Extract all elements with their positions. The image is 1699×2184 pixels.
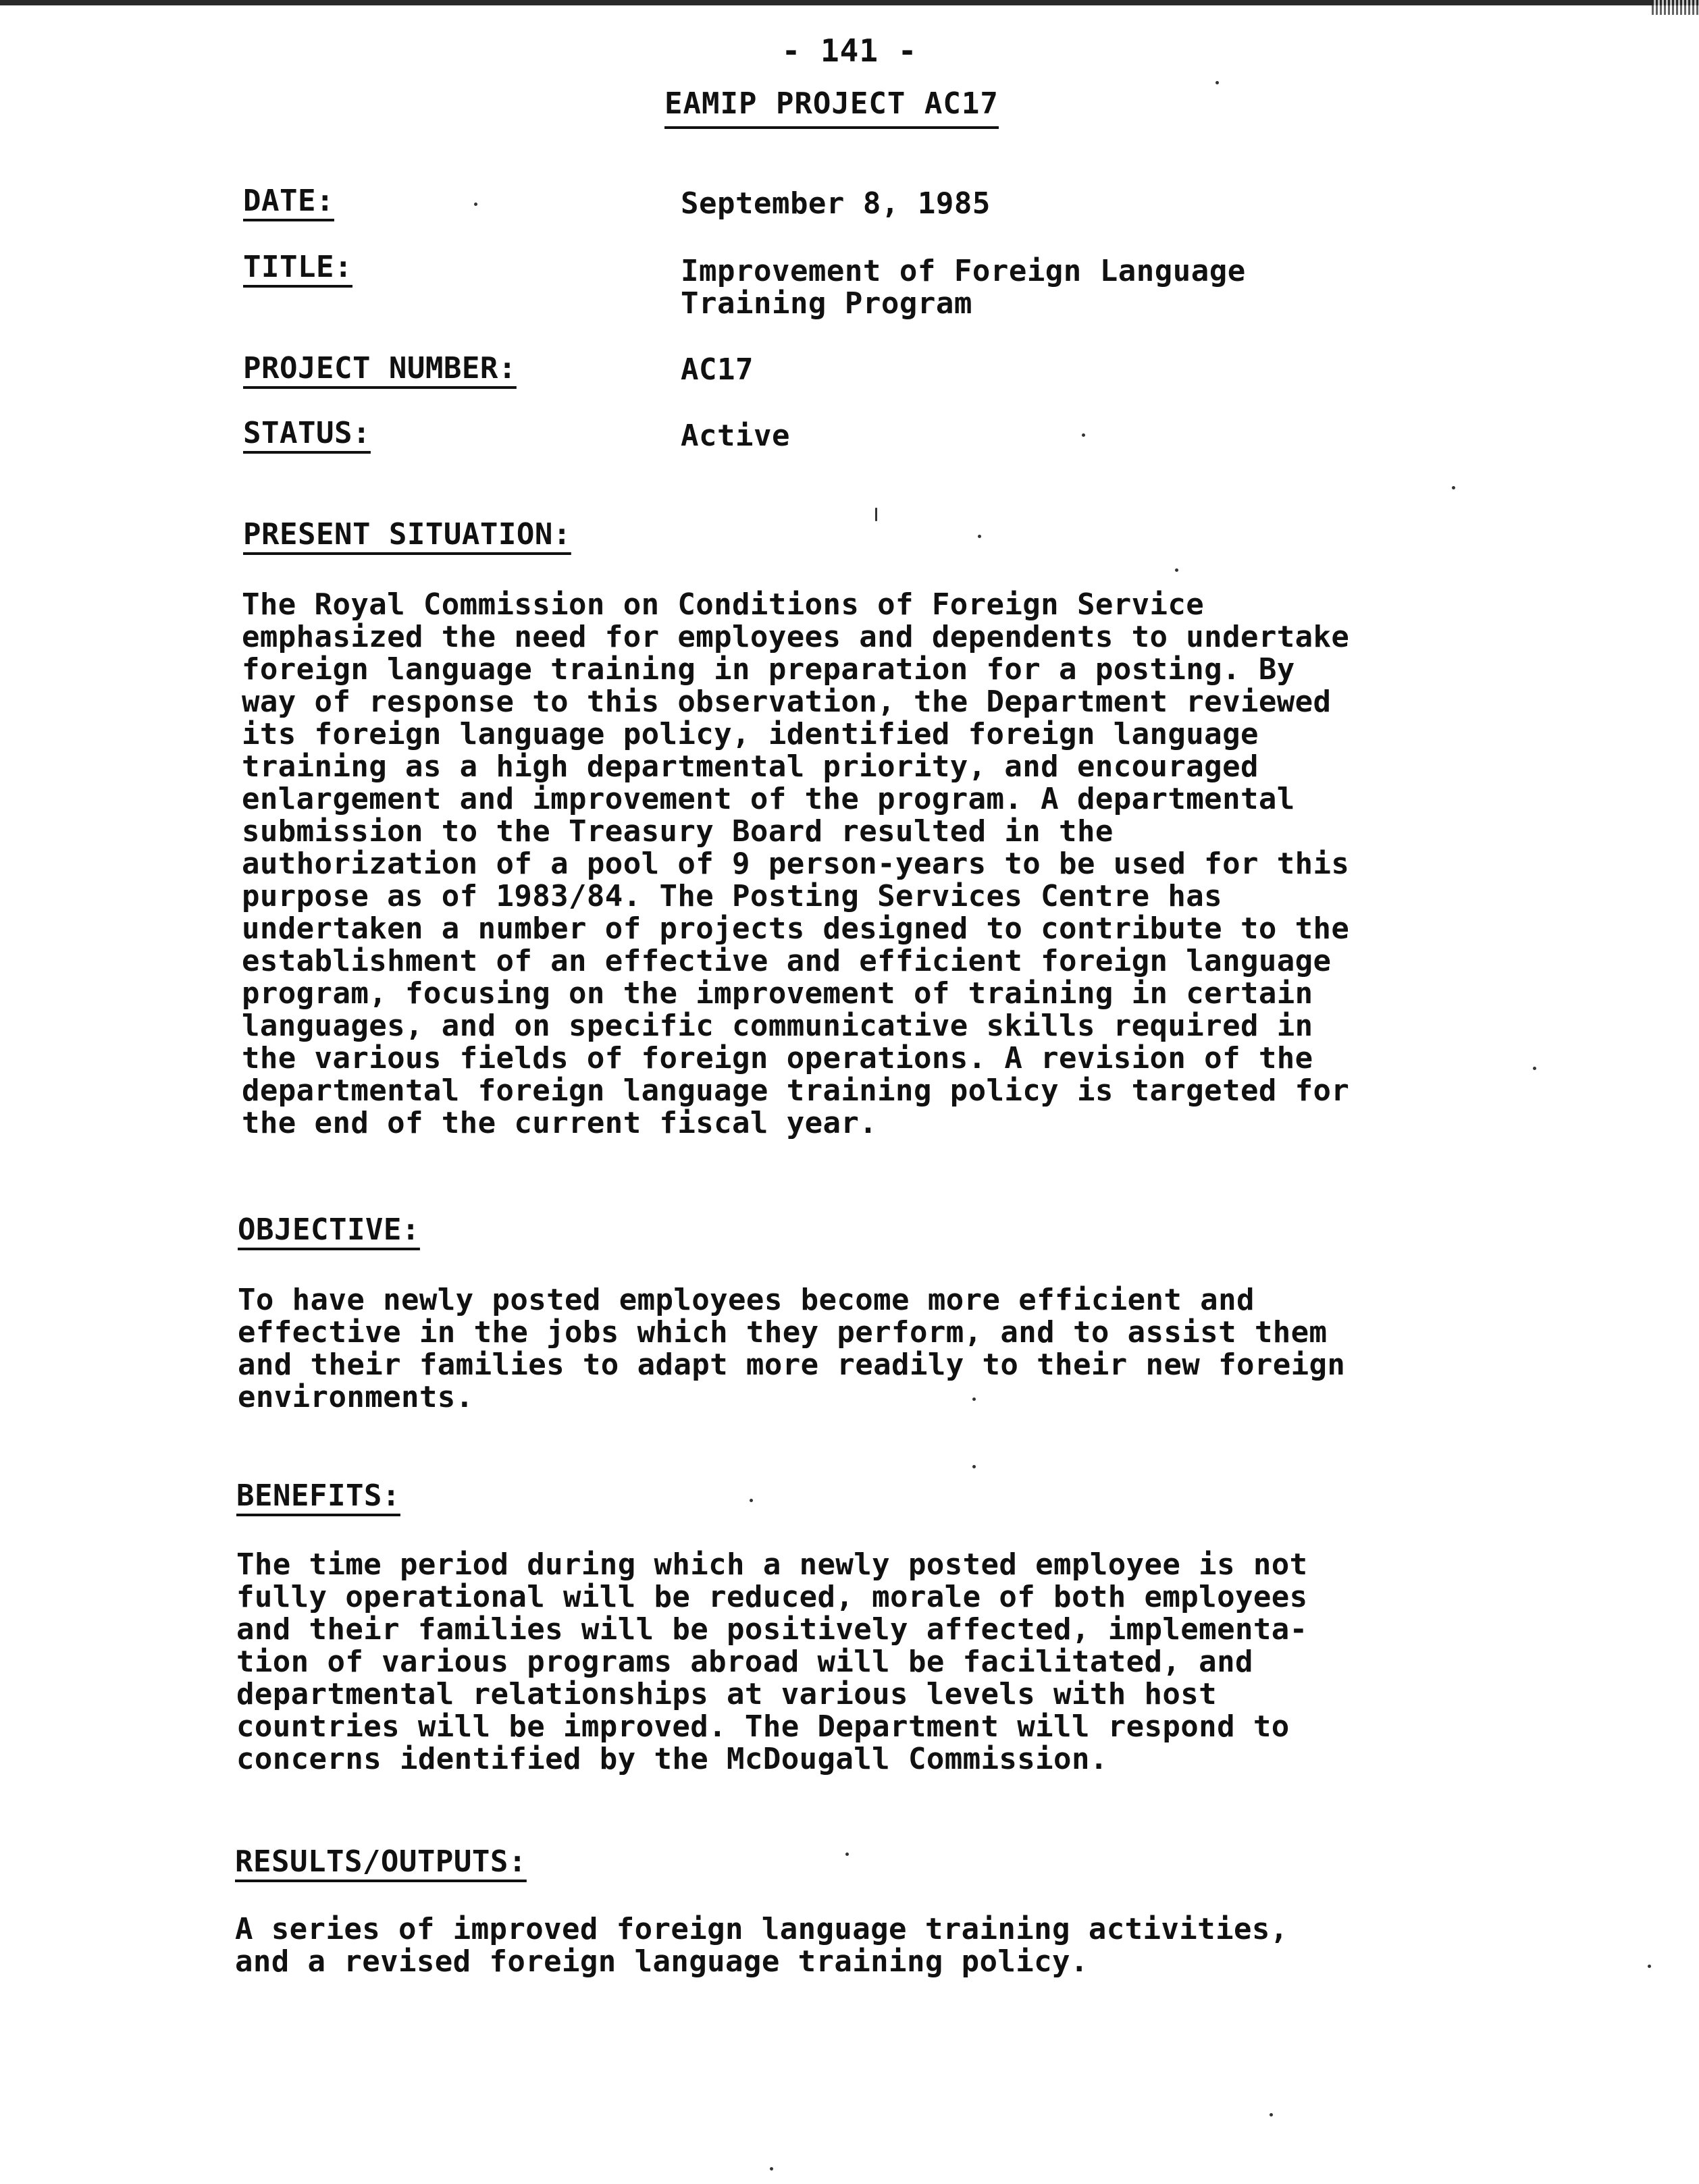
paragraph-line: departmental foreign language training policy is targeted for bbox=[242, 1073, 1350, 1108]
scan-top-edge bbox=[0, 0, 1699, 5]
scan-speck bbox=[1216, 81, 1219, 84]
scan-speck bbox=[845, 1853, 849, 1856]
paragraph-line: emphasized the need for employees and dependents to undertake bbox=[242, 620, 1350, 654]
present-situation-paragraph bbox=[242, 589, 1349, 1140]
title-value-line2: Training Program bbox=[681, 286, 972, 321]
paragraph-line: way of response to this observation, the Department reviewed bbox=[242, 685, 1332, 719]
scan-speck bbox=[972, 1465, 976, 1468]
paragraph-line: A series of improved foreign language training activities, bbox=[235, 1912, 1288, 1946]
objective-paragraph bbox=[238, 1284, 1345, 1414]
paragraph-line: The time period during which a newly posted employee is not bbox=[236, 1547, 1308, 1582]
scan-speck bbox=[1082, 433, 1085, 437]
date-value: September 8, 1985 bbox=[681, 186, 991, 221]
scan-speck bbox=[1175, 568, 1178, 572]
paragraph-line: countries will be improved. The Department will respond to bbox=[236, 1709, 1290, 1744]
paragraph-line: authorization of a pool of 9 person-years to be used for this bbox=[242, 847, 1350, 881]
paragraph-line: and their families to adapt more readily to their new foreign bbox=[238, 1348, 1346, 1382]
paragraph-line: fully operational will be reduced, morale of both employees bbox=[236, 1580, 1308, 1614]
title-value-line1: Improvement of Foreign Language bbox=[681, 254, 1246, 288]
paragraph-line: submission to the Treasury Board resulted in the bbox=[242, 814, 1114, 849]
paragraph-line: environments. bbox=[238, 1380, 474, 1414]
date-label: DATE: bbox=[243, 184, 334, 218]
paragraph-line: concerns identified by the McDougall Commission. bbox=[236, 1742, 1108, 1776]
paragraph-line: and a revised foreign language training policy. bbox=[235, 1944, 1089, 1979]
results-outputs-heading: RESULTS/OUTPUTS: bbox=[235, 1844, 527, 1879]
benefits-heading: BENEFITS: bbox=[236, 1479, 400, 1513]
paragraph-line: the various fields of foreign operations. A revision of the bbox=[242, 1041, 1313, 1075]
paragraph-line: enlargement and improvement of the program. A departmental bbox=[242, 782, 1295, 816]
status-value: Active bbox=[681, 419, 790, 453]
scan-mark bbox=[875, 508, 877, 521]
objective-heading: OBJECTIVE: bbox=[238, 1213, 420, 1247]
scan-speck bbox=[750, 1499, 753, 1502]
page-number: - 141 - bbox=[781, 32, 918, 69]
scan-speck bbox=[972, 1397, 976, 1401]
paragraph-line: To have newly posted employees become more efficient and bbox=[238, 1283, 1255, 1317]
benefits-paragraph bbox=[236, 1549, 1308, 1776]
scan-speck bbox=[1452, 486, 1455, 489]
scan-corner-artifact bbox=[1652, 0, 1699, 15]
paragraph-line: purpose as of 1983/84. The Posting Services Centre has bbox=[242, 879, 1223, 913]
paragraph-line: the end of the current fiscal year. bbox=[242, 1106, 878, 1140]
paragraph-line: and their families will be positively affected, implementa- bbox=[236, 1612, 1308, 1647]
project-number-value: AC17 bbox=[681, 352, 754, 387]
paragraph-line: The Royal Commission on Conditions of Foreign Service bbox=[242, 587, 1205, 622]
scan-speck bbox=[1533, 1067, 1536, 1070]
paragraph-line: program, focusing on the improvement of training in certain bbox=[242, 976, 1313, 1011]
paragraph-line: tion of various programs abroad will be facilitated, and bbox=[236, 1645, 1253, 1679]
scan-speck bbox=[474, 203, 477, 206]
paragraph-line: effective in the jobs which they perform, and to assist them bbox=[238, 1315, 1328, 1350]
project-header: EAMIP PROJECT AC17 bbox=[664, 86, 999, 129]
paragraph-line: departmental relationships at various levels with host bbox=[236, 1677, 1218, 1711]
paragraph-line: undertaken a number of projects designed to contribute to the bbox=[242, 911, 1350, 946]
paragraph-line: foreign language training in preparation for a posting. By bbox=[242, 652, 1295, 687]
scan-speck bbox=[770, 2167, 773, 2170]
scan-speck bbox=[1270, 2113, 1273, 2116]
project-number-label: PROJECT NUMBER: bbox=[243, 351, 517, 385]
paragraph-line: its foreign language policy, identified foreign language bbox=[242, 717, 1259, 751]
paragraph-line: training as a high departmental priority, and encouraged bbox=[242, 749, 1259, 784]
results-outputs-paragraph bbox=[235, 1913, 1288, 1978]
scan-speck bbox=[978, 535, 981, 538]
present-situation-heading: PRESENT SITUATION: bbox=[243, 517, 571, 552]
paragraph-line: languages, and on specific communicative skills required in bbox=[242, 1009, 1313, 1043]
status-label: STATUS: bbox=[243, 416, 371, 450]
title-label: TITLE: bbox=[243, 250, 352, 284]
scan-speck bbox=[1648, 1965, 1651, 1968]
paragraph-line: establishment of an effective and efficient foreign language bbox=[242, 944, 1332, 978]
